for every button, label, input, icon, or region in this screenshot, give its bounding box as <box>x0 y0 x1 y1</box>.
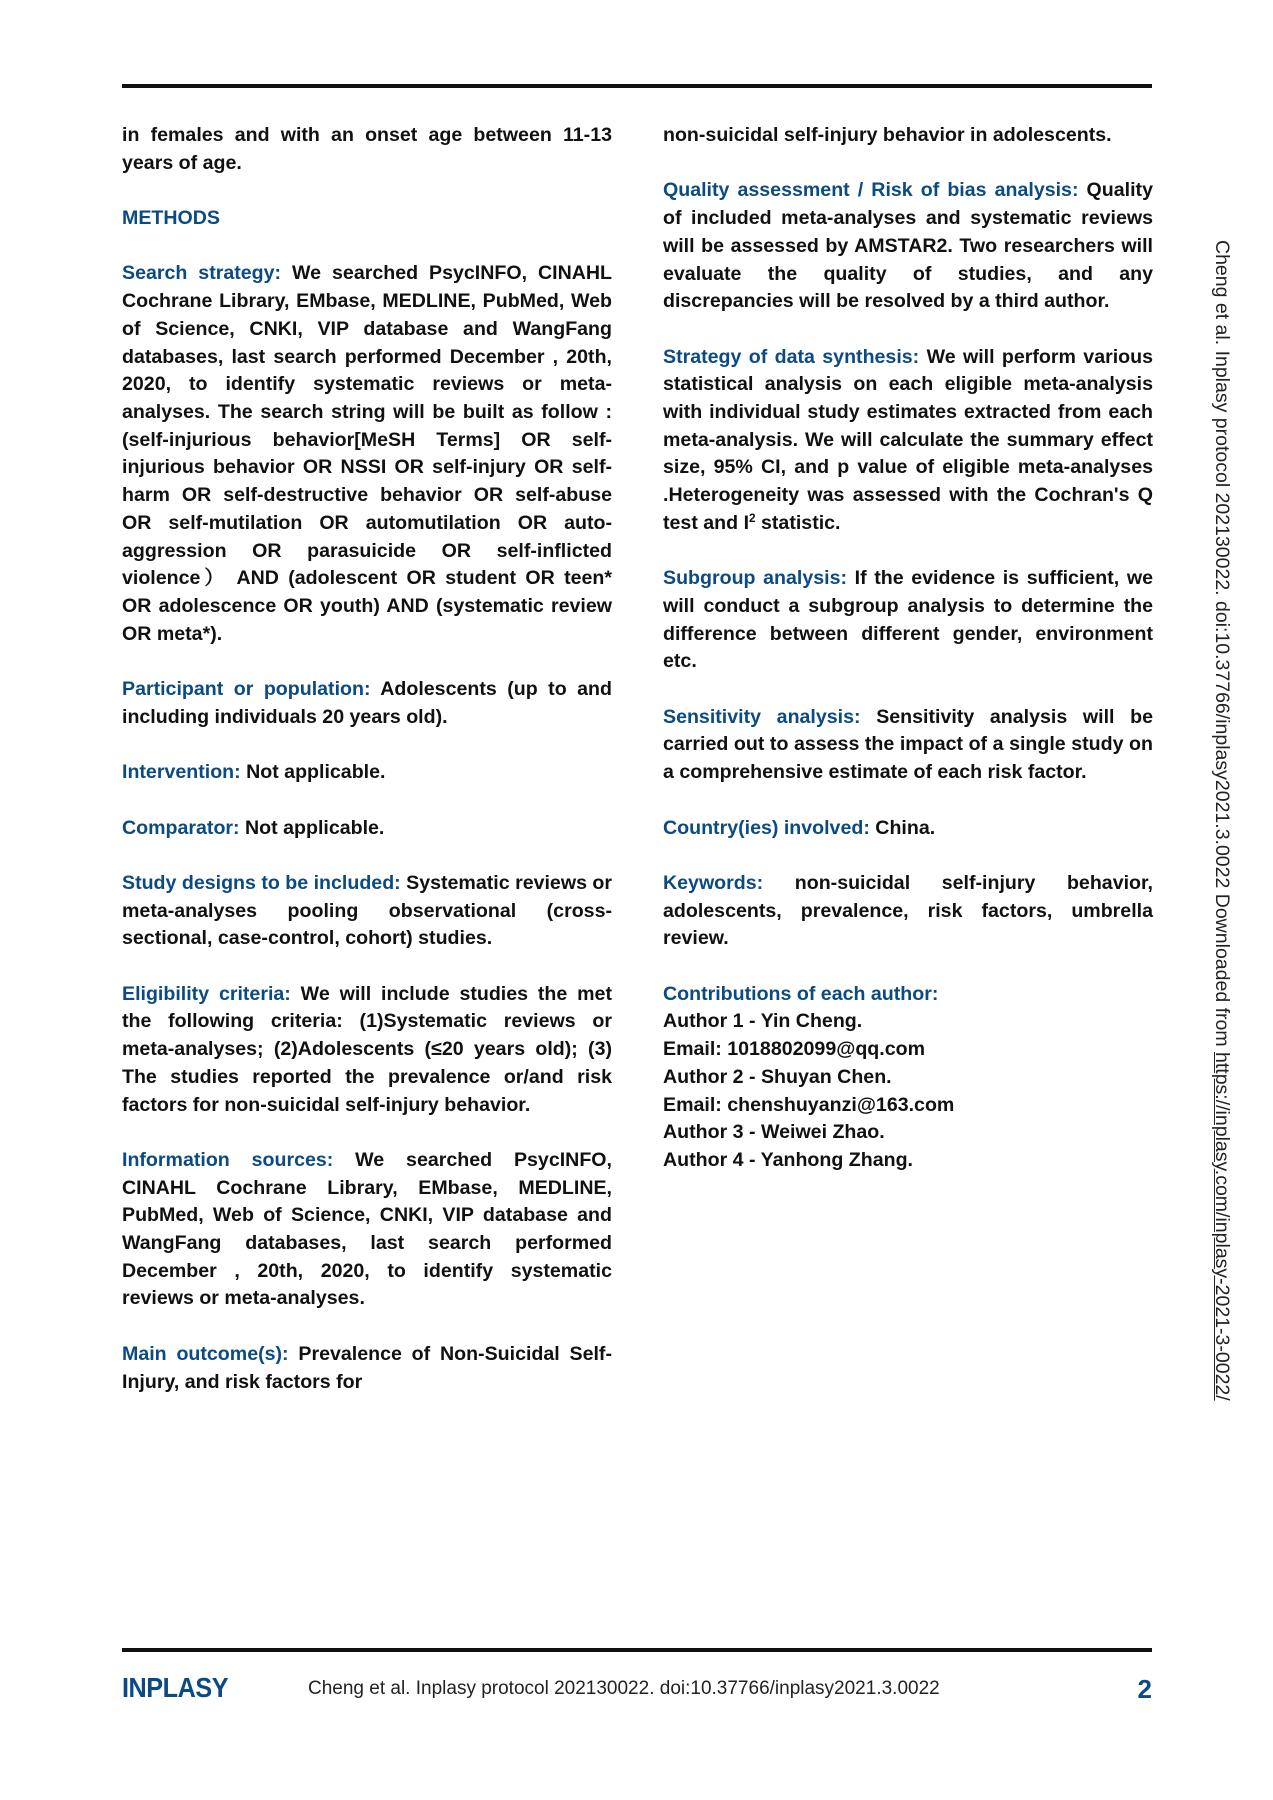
author-email-line: Email: 1018802099@qq.com <box>663 1038 925 1061</box>
participant-label: Participant or population: <box>122 678 371 701</box>
comparator-paragraph <box>122 815 612 843</box>
eligibility-text: We will include studies the met the following criteria: (1)Systematic reviews or meta-analyses; (2)Adolescents (≤20 years old); (3) The studies reported the prevalence or/and risk factors for non-suicidal self-injury behavior. <box>122 982 612 1116</box>
comparator-label: Comparator: <box>122 816 240 839</box>
left-column <box>122 122 612 1424</box>
study-designs-paragraph <box>122 870 612 953</box>
methods-heading: METHODS <box>122 207 220 230</box>
quality-assessment-paragraph <box>663 177 1153 316</box>
author-line: Author 1 - Yin Cheng. <box>663 1010 863 1033</box>
quality-assessment-label: Quality assessment / Risk of bias analysis: <box>663 179 1079 202</box>
main-outcomes-paragraph <box>122 1341 612 1396</box>
contributions-block <box>663 981 1153 1175</box>
countries-label: Country(ies) involved: <box>663 816 870 839</box>
eligibility-label: Eligibility criteria: <box>122 982 291 1005</box>
eligibility-paragraph <box>122 981 612 1120</box>
author-line: Author 2 - Shuyan Chen. <box>663 1065 892 1088</box>
information-sources-label: Information sources: <box>122 1148 334 1171</box>
page-footer <box>122 1672 1152 1712</box>
information-sources-text: We searched PsycINFO, CINAHL Cochrane Library, EMbase, MEDLINE, PubMed, Web of Science, CNKI, VIP database and WangFang databases, last search performed December , 20th, 2020, to identify systematic reviews or meta-analyses. <box>122 1148 612 1310</box>
intro-continuation: in females and with an onset age between 11-13 years of age. <box>122 124 612 174</box>
sensitivity-text: Sensitivity analysis will be carried out to assess the impact of a single study on a comprehensive estimate of each risk factor. <box>663 705 1153 784</box>
intervention-paragraph <box>122 759 612 787</box>
countries-text: China. <box>869 816 936 839</box>
footer-rule <box>122 1648 1152 1652</box>
contributions-label: Contributions of each author: <box>663 982 939 1005</box>
main-outcomes-text: Prevalence of Non-Suicidal Self-Injury, and risk factors for <box>122 1342 612 1393</box>
countries-paragraph <box>663 815 1153 843</box>
keywords-text: non-suicidal self-injury behavior, adolescents, prevalence, risk factors, umbrella review. <box>663 871 1153 950</box>
right-column <box>663 122 1153 1175</box>
subgroup-text: If the evidence is sufficient, we will conduct a subgroup analysis to determine the difference between different gender, environment etc. <box>663 567 1153 673</box>
data-synthesis-label: Strategy of data synthesis: <box>663 345 920 368</box>
main-outcomes-label: Main outcome(s): <box>122 1342 289 1365</box>
author-line: Author 4 - Yanhong Zhang. <box>663 1148 913 1171</box>
page-number: 2 <box>1137 1674 1152 1704</box>
sensitivity-paragraph <box>663 704 1153 787</box>
search-strategy-paragraph <box>122 260 612 648</box>
participant-text: Adolescents (up to and including individuals 20 years old). <box>122 678 612 728</box>
data-synthesis-text-end: statistic. <box>755 511 841 534</box>
search-strategy-label: Search strategy: <box>122 262 282 285</box>
participant-paragraph <box>122 676 612 731</box>
search-strategy-text: We searched PsycINFO, CINAHL Cochrane Library, EMbase, MEDLINE, PubMed, Web of Science, CNKI, VIP database and WangFang databases, last search performed December , 20th, 2020, to identify systematic reviews or meta-analyses. The search string will be built as follow : (self-injurious behavior[MeSH Terms] OR self-injurious behavior OR NSSI OR self-injury OR self-harm OR self-destructive behavior OR self-abuse OR self-mutilation OR automutilation OR auto-aggression OR parasuicide OR self-inflicted violence） AND (adolescent OR student OR teen* OR adolescence OR youth) AND (systematic review OR meta*). <box>122 262 612 645</box>
side-download-banner <box>1204 240 1234 1540</box>
inplasy-logo: INPLASY <box>122 1672 229 1703</box>
quality-assessment-text: Quality of included meta-analyses and systematic reviews will be assessed by AMSTAR2. Two researchers will evaluate the quality of studies, and any discrepancies will be resolved by a third author. <box>663 179 1153 313</box>
outcome-continuation: non-suicidal self-injury behavior in adolescents. <box>663 124 1112 146</box>
header-rule <box>122 84 1152 88</box>
study-designs-label: Study designs to be included: <box>122 871 401 894</box>
subgroup-label: Subgroup analysis: <box>663 567 847 590</box>
superscript-2: 2 <box>749 511 756 525</box>
keywords-label: Keywords: <box>663 871 764 894</box>
subgroup-paragraph <box>663 565 1153 676</box>
information-sources-paragraph <box>122 1147 612 1313</box>
intervention-text: Not applicable. <box>240 761 386 784</box>
author-email-line: Email: chenshuyanzi@163.com <box>663 1093 955 1116</box>
data-synthesis-text: We will perform various statistical analysis on each eligible meta-analysis with individual study estimates extracted from each meta-analysis. We will calculate the summary effect size, 95% CI, and p value of eligible meta-analyses .Heterogeneity was assessed with the Cochran's Q test and I <box>663 345 1153 534</box>
footer-citation: Cheng et al. Inplasy protocol 202130022. doi:10.37766/inplasy2021.3.0022 <box>308 1678 940 1699</box>
sensitivity-label: Sensitivity analysis: <box>663 705 861 728</box>
author-line: Author 3 - Weiwei Zhao. <box>663 1121 885 1144</box>
intervention-label: Intervention: <box>122 761 241 784</box>
download-link[interactable]: https://inplasy.com/inplasy-2021-3-0022/ <box>1211 1052 1233 1401</box>
data-synthesis-paragraph <box>663 344 1153 538</box>
study-designs-text: Systematic reviews or meta-analyses pooling observational (cross-sectional, case-control, cohort) studies. <box>122 871 613 950</box>
side-citation-text: Cheng et al. Inplasy protocol 202130022. doi:10.37766/inplasy2021.3.0022 Downloaded from <box>1211 240 1233 1053</box>
keywords-paragraph <box>663 870 1153 953</box>
comparator-text: Not applicable. <box>239 816 385 839</box>
